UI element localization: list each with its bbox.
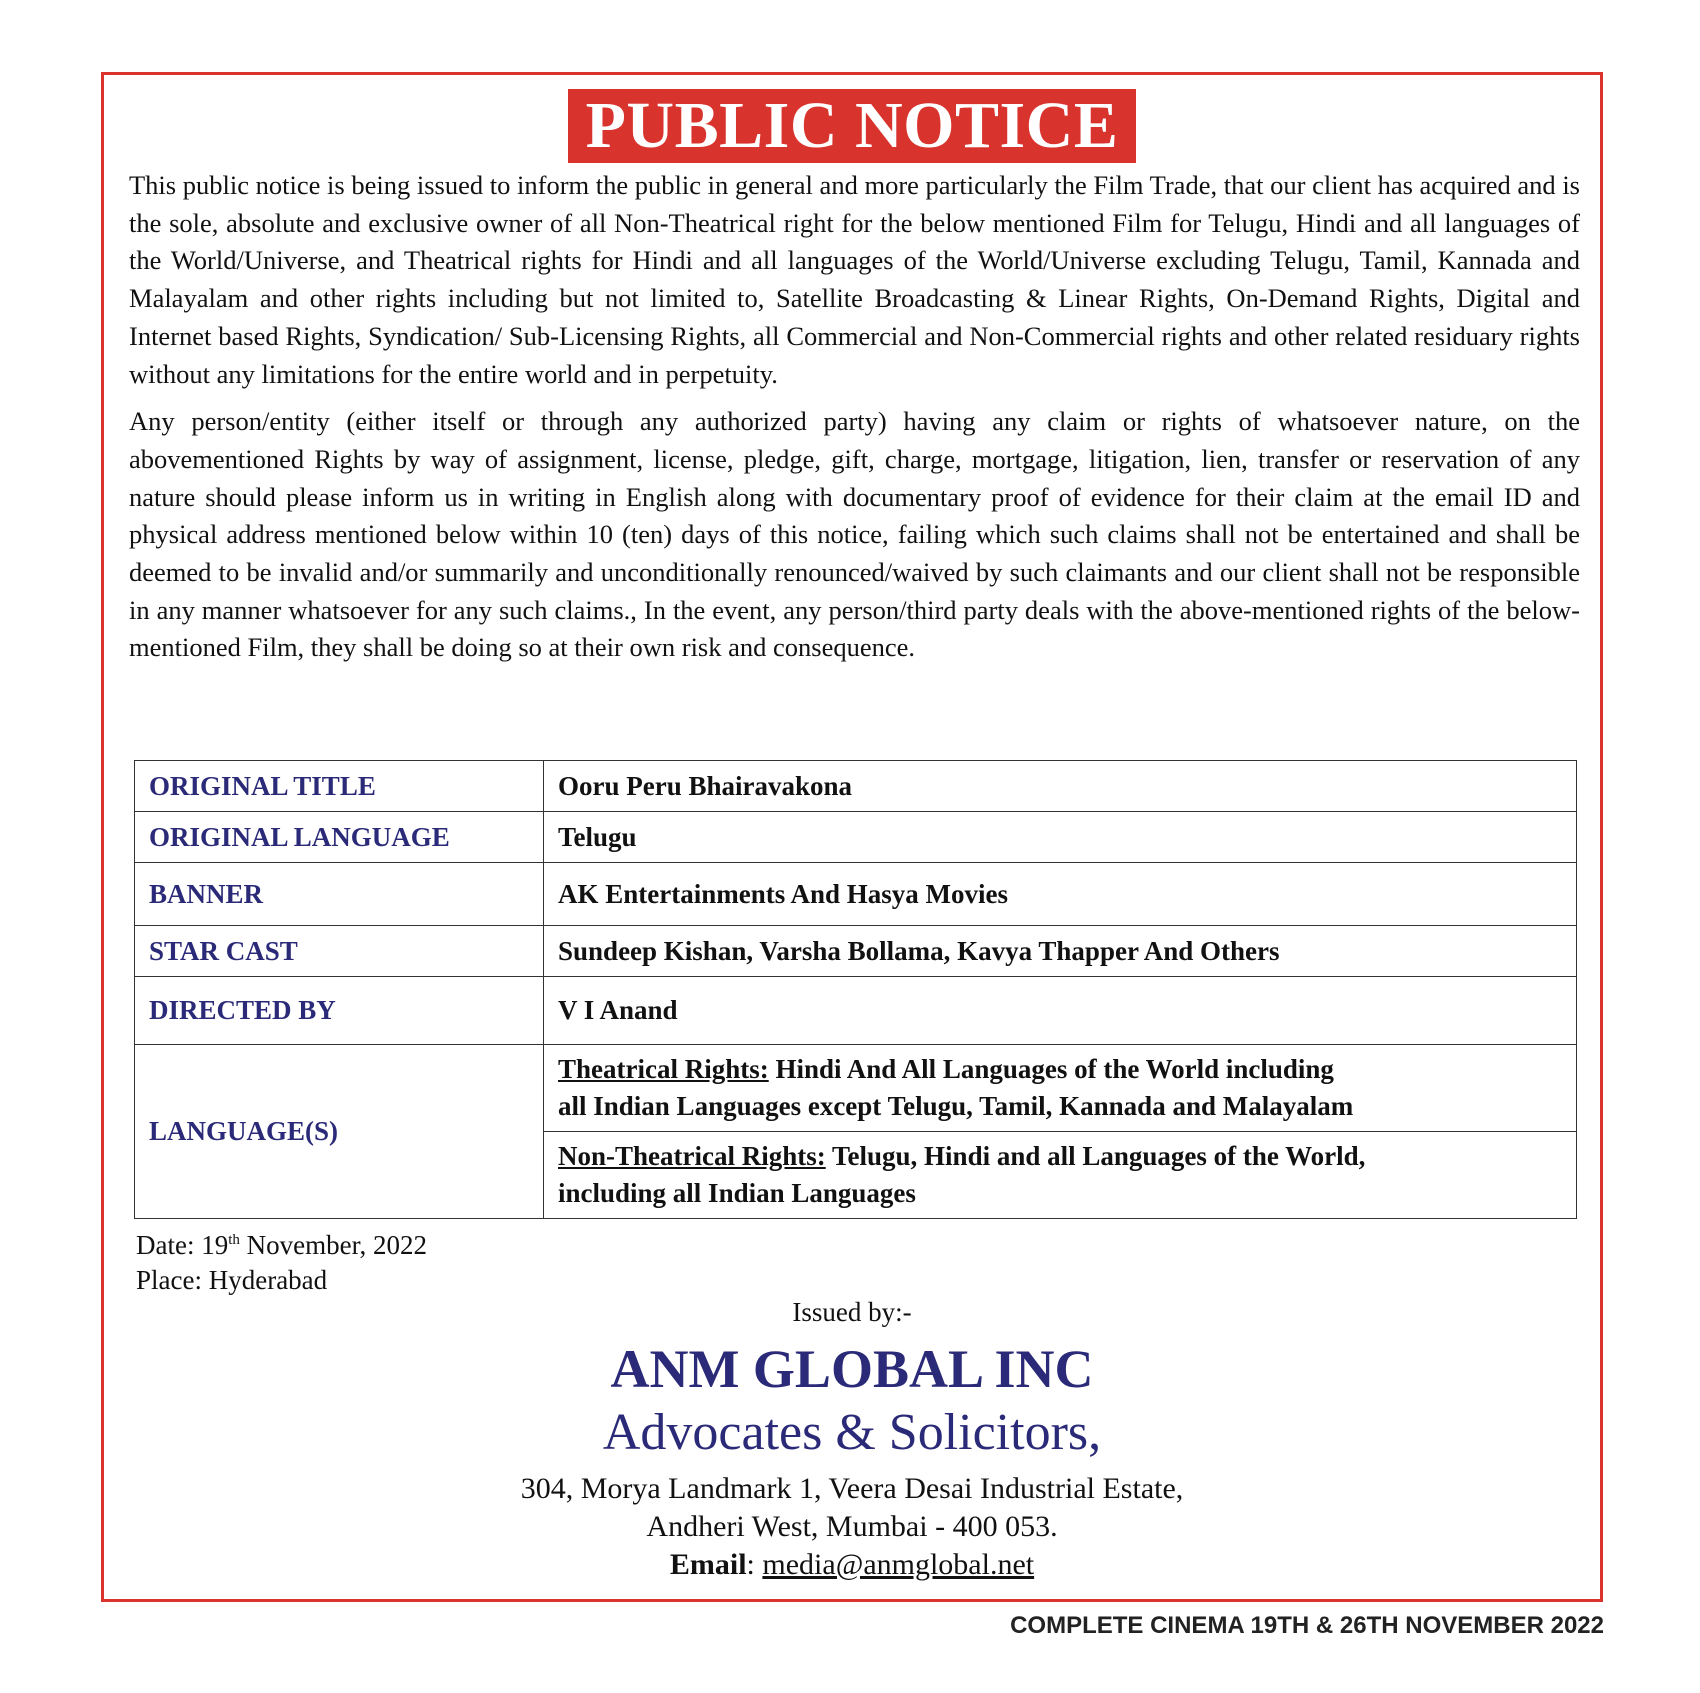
table-row [135, 1045, 1577, 1132]
issued-by: Issued by:- [792, 1297, 912, 1327]
languages-label: LANGUAGE(S) [135, 1045, 544, 1219]
notice-date [136, 1223, 427, 1263]
email-line [104, 1546, 1600, 1584]
date-prefix: Date: 19 [136, 1230, 229, 1260]
film-details-table [134, 760, 1577, 1219]
publication-footer: COMPLETE CINEMA 19TH & 26TH NOVEMBER 2022 [1010, 1612, 1604, 1639]
non-theatrical-line-1: Telugu, Hindi and all Languages of the World, [825, 1141, 1366, 1171]
paragraph-1: This public notice is being issued to inform the public in general and more particularly the Film Trade, that our client has acquired and is the sole, absolute and exclusive owner of all Non-Theatrical right for the below mentioned Film for Telugu, Hindi and all languages of the World/Universe, and Theatrical rights for Hindi and all languages of the World/Universe excluding Telugu, Tamil, Kannada and Malayalam and other rights including but not limited to, Satellite Broadcasting & Linear Rights, On-Demand Rights, Digital and Internet based Rights, Syndication/ Sub-Licensing Rights, all Commercial and Non-Commercial rights and other related residuary rights without any limitations for the entire world and in perpetuity. [129, 170, 1580, 389]
row-value: Telugu [544, 812, 1577, 863]
notice-place: Place: Hyderabad [136, 1265, 328, 1295]
theatrical-heading: Theatrical Rights: [558, 1054, 769, 1084]
non-theatrical-rights-cell [544, 1132, 1577, 1219]
row-label: ORIGINAL TITLE [135, 761, 544, 812]
table-row [135, 863, 1577, 926]
date-suffix: November, 2022 [239, 1230, 428, 1260]
email-separator: : [746, 1548, 763, 1581]
row-label: STAR CAST [135, 926, 544, 977]
row-value: Ooru Peru Bhairavakona [544, 761, 1577, 812]
theatrical-line-2: all Indian Languages except Telugu, Tamil, Kannada and Malayalam [558, 1091, 1354, 1121]
email-label: Email [669, 1548, 747, 1581]
row-value: V I Anand [544, 977, 1577, 1045]
row-label: DIRECTED BY [135, 977, 544, 1045]
company-subtitle: Advocates & Solicitors, [602, 1404, 1102, 1461]
row-label: ORIGINAL LANGUAGE [135, 812, 544, 863]
notice-frame [101, 72, 1603, 1602]
table-row [135, 926, 1577, 977]
date-place [136, 1223, 427, 1298]
address-line-1: 304, Morya Landmark 1, Veera Desai Industrial Estate, [520, 1472, 1184, 1505]
theatrical-line-1: Hindi And All Languages of the World including [768, 1054, 1334, 1084]
title-wrap [104, 89, 1600, 163]
email-link[interactable]: media@anmglobal.net [762, 1548, 1035, 1581]
table-row [135, 761, 1577, 812]
row-value: AK Entertainments And Hasya Movies [544, 863, 1577, 926]
table-row [135, 977, 1577, 1045]
paragraph-2: Any person/entity (either itself or through any authorized party) having any claim or rights of whatsoever nature, on the abovementioned Rights by way of assignment, license, pledge, gift, charge, mortgage, litigation, lien, transfer or reservation of any nature should please inform us in writing in English along with documentary proof of evidence for their claim at the email ID and physical address mentioned below within 10 (ten) days of this notice, failing which such claims shall not be entertained and shall be deemed to be invalid and/or summarily and unconditionally renounced/waived by such claimants and our client shall not be responsible in any manner whatsoever for any such claims., In the event, any person/third party deals with the above-mentioned rights of the below-mentioned Film, they shall be doing so at their own risk and consequence. [129, 406, 1580, 663]
address-line-2: Andheri West, Mumbai - 400 053. [646, 1510, 1058, 1543]
notice-body [129, 167, 1580, 677]
non-theatrical-heading: Non-Theatrical Rights: [558, 1141, 826, 1171]
company-name: ANM GLOBAL INC [610, 1339, 1094, 1399]
notice-title: PUBLIC NOTICE [568, 89, 1137, 163]
address-block [104, 1470, 1600, 1584]
row-value: Sundeep Kishan, Varsha Bollama, Kavya Thapper And Others [544, 926, 1577, 977]
table-row [135, 812, 1577, 863]
non-theatrical-line-2: including all Indian Languages [558, 1178, 916, 1208]
row-label: BANNER [135, 863, 544, 926]
date-ordinal: th [228, 1232, 240, 1248]
theatrical-rights-cell [544, 1045, 1577, 1132]
